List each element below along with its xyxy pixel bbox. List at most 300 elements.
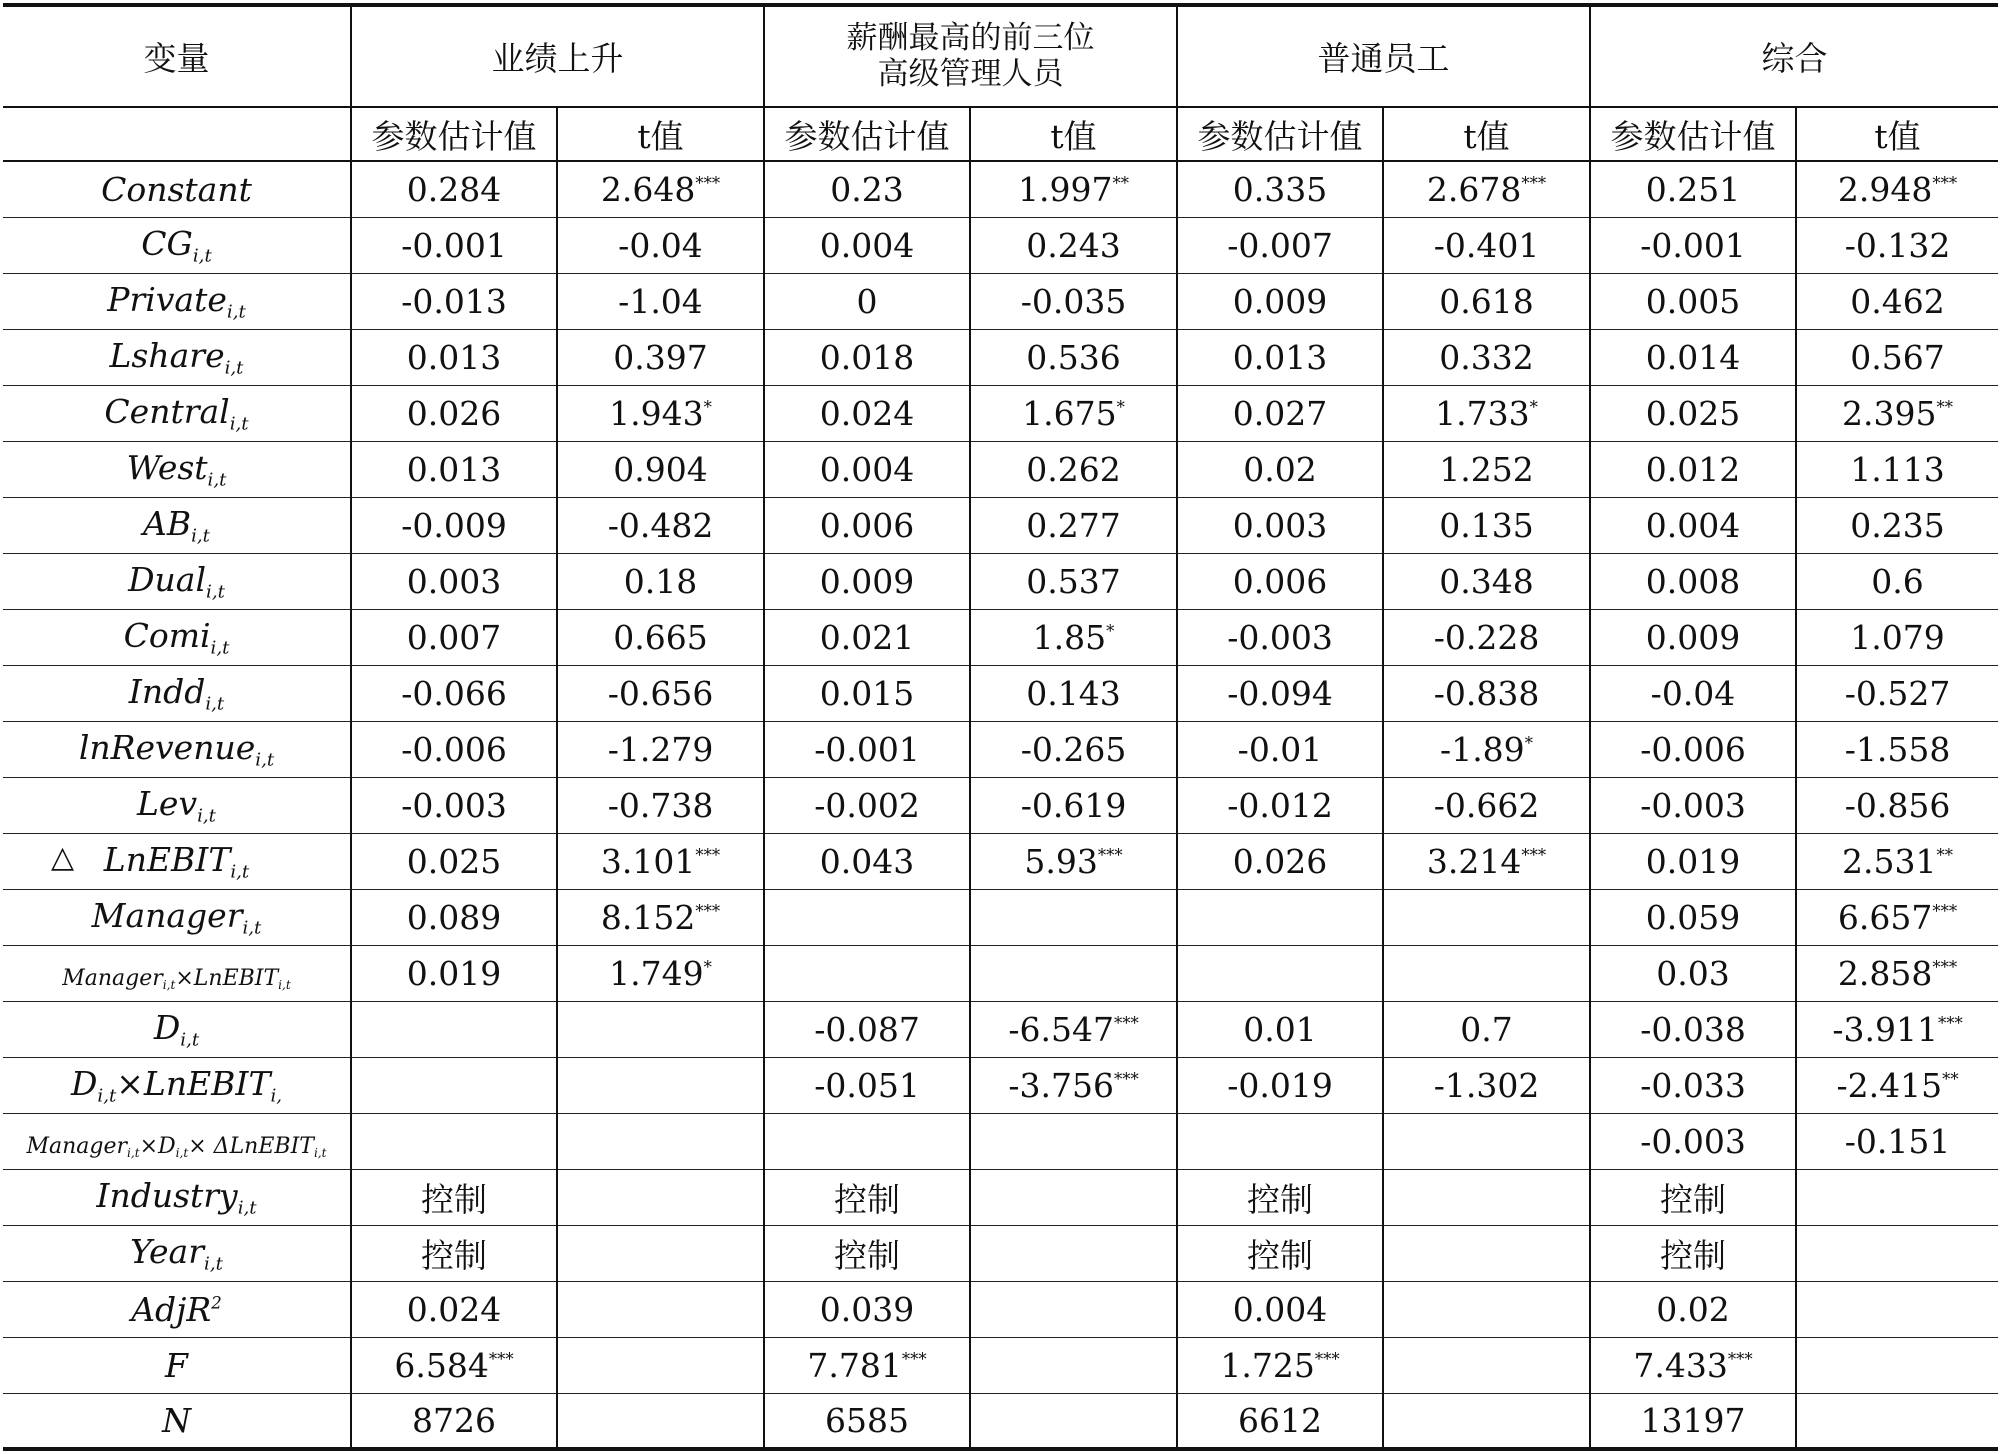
- variable-name-part: Lshare: [109, 335, 225, 375]
- param-estimate-cell: [351, 217, 557, 273]
- variable-name: [153, 1007, 200, 1051]
- significance-stars: *: [1116, 397, 1125, 417]
- t-value-cell: [970, 1113, 1177, 1169]
- cell-value: 1.252: [1439, 449, 1534, 489]
- cell-value: 0.013: [1232, 337, 1328, 377]
- t-value-cell: [970, 721, 1177, 777]
- t-value-cell: [1796, 665, 1998, 721]
- cell-value: 控制: [834, 1235, 900, 1275]
- cell-value: 0.004: [819, 225, 915, 265]
- cell-value: -6.547: [1008, 1009, 1114, 1049]
- significance-stars: ***: [1937, 1013, 1963, 1033]
- significance-stars: **: [1936, 845, 1953, 865]
- header-row-groups: [3, 5, 1998, 107]
- cell-value: 0.284: [406, 169, 502, 209]
- param-estimate-cell: [764, 553, 970, 609]
- table-row: [3, 1169, 1998, 1225]
- param-estimate-cell: [1177, 273, 1383, 329]
- cell-value: -0.619: [1020, 785, 1127, 825]
- table-row: [3, 161, 1998, 217]
- cell-value: 0.007: [406, 617, 502, 657]
- param-estimate-cell: [1177, 1225, 1383, 1281]
- cell-value: 1.675: [1022, 393, 1117, 433]
- significance-stars: ***: [695, 173, 721, 193]
- variable-name-part: Indd: [128, 671, 206, 711]
- variable-name-part: lnRevenue: [78, 727, 256, 767]
- t-value-cell: [557, 1001, 764, 1057]
- variable-subscript: i,t: [207, 469, 227, 491]
- param-estimate-cell: [1177, 889, 1383, 945]
- param-estimate-cell: [764, 1281, 970, 1337]
- t-value-cell: [1383, 1169, 1590, 1225]
- cell-value: -0.151: [1844, 1121, 1951, 1161]
- variable-subscript: i,t: [313, 1145, 327, 1160]
- variable-subscript: i,t: [180, 1029, 200, 1051]
- cell-value: -0.401: [1433, 225, 1540, 265]
- param-estimate-cell: [764, 1057, 970, 1113]
- param-estimate-cell: [1177, 777, 1383, 833]
- cell-value: 3.214: [1426, 841, 1522, 881]
- variable-superscript: 2: [211, 1293, 222, 1313]
- t-value-cell: [557, 217, 764, 273]
- variable-name-part: Private: [107, 279, 227, 319]
- param-estimate-cell: [351, 1169, 557, 1225]
- variable-name: [96, 1175, 257, 1219]
- t-value-cell: [557, 1393, 764, 1449]
- table-row: [3, 385, 1998, 441]
- table-row: [3, 1337, 1998, 1393]
- param-estimate-cell: [764, 441, 970, 497]
- t-value-cell: [1796, 553, 1998, 609]
- variable-name: [78, 727, 275, 771]
- regression-table: [3, 3, 1998, 1451]
- param-estimate-cell: [764, 833, 970, 889]
- significance-stars: *: [703, 957, 712, 977]
- cell-value: 8.152: [600, 897, 696, 937]
- cell-value: 0.006: [1232, 561, 1328, 601]
- header-group-performance-up: 业绩上升: [351, 5, 764, 107]
- param-estimate-cell: [1177, 1113, 1383, 1169]
- variable-subscript: i,t: [97, 1085, 117, 1107]
- param-estimate-cell: [764, 1113, 970, 1169]
- cell-value: 0.021: [819, 617, 915, 657]
- t-value-cell: [970, 777, 1177, 833]
- table-row: [3, 497, 1998, 553]
- param-estimate-cell: [1590, 665, 1796, 721]
- cell-value: -0.094: [1227, 673, 1333, 713]
- param-estimate-cell: [351, 441, 557, 497]
- variable-name-cell: [3, 217, 351, 273]
- t-value-cell: [1796, 777, 1998, 833]
- cell-value: -0.002: [814, 785, 920, 825]
- cell-value: 0.019: [1645, 841, 1741, 881]
- cell-value: -1.558: [1844, 729, 1951, 769]
- cell-value: 1.733: [1435, 393, 1530, 433]
- cell-value: 控制: [1247, 1235, 1313, 1275]
- variable-name: [109, 335, 244, 379]
- header-variable: 变量: [3, 5, 351, 107]
- table-row: [3, 217, 1998, 273]
- variable-name-part: Manager: [91, 895, 243, 935]
- cell-value: 7.781: [807, 1345, 902, 1385]
- variable-name-cell: [3, 609, 351, 665]
- variable-subscript: i,t: [204, 1253, 223, 1275]
- variable-name-cell: [3, 721, 351, 777]
- param-estimate-cell: [764, 217, 970, 273]
- t-value-cell: [1383, 1113, 1590, 1169]
- cell-value: -0.035: [1020, 281, 1127, 321]
- cell-value: 0.006: [819, 505, 915, 545]
- cell-value: 0.018: [819, 337, 915, 377]
- cell-value: 控制: [1247, 1179, 1313, 1219]
- table-row: [3, 1057, 1998, 1113]
- variable-name: [126, 447, 227, 491]
- t-value-cell: [970, 609, 1177, 665]
- header-group-top3-line2: 高级管理人员: [877, 55, 1064, 92]
- cell-value: 1.85: [1032, 617, 1107, 657]
- param-estimate-cell: [1177, 945, 1383, 1001]
- cell-value: 控制: [421, 1179, 487, 1219]
- header-sub-empty: [3, 107, 351, 161]
- t-value-cell: [1796, 1337, 1998, 1393]
- variable-name-part: CG: [141, 223, 193, 263]
- significance-stars: ***: [1932, 173, 1958, 193]
- t-value-cell: [557, 497, 764, 553]
- t-value-cell: [970, 945, 1177, 1001]
- table-row: [3, 441, 1998, 497]
- param-estimate-cell: [1590, 1225, 1796, 1281]
- t-value-cell: [557, 1113, 764, 1169]
- cell-value: -0.033: [1640, 1065, 1746, 1105]
- cell-value: -1.279: [607, 729, 714, 769]
- cell-value: 0.026: [1232, 841, 1328, 881]
- t-value-cell: [970, 497, 1177, 553]
- t-value-cell: [970, 161, 1177, 217]
- table-row: [3, 609, 1998, 665]
- variable-name: [26, 1134, 326, 1159]
- t-value-cell: [557, 553, 764, 609]
- significance-stars: **: [1936, 397, 1953, 417]
- cell-value: 0.014: [1645, 337, 1741, 377]
- t-value-cell: [1796, 721, 1998, 777]
- variable-name-part: Comi: [123, 615, 211, 655]
- table-row: [3, 1281, 1998, 1337]
- param-estimate-cell: [1177, 1337, 1383, 1393]
- variable-name: [162, 1401, 191, 1440]
- significance-stars: **: [1112, 173, 1129, 193]
- header-group-ordinary-staff: 普通员工: [1177, 5, 1590, 107]
- delta-symbol: △: [51, 839, 75, 875]
- variable-name-part: Manager: [26, 1133, 128, 1159]
- cell-value: 0.009: [1645, 617, 1741, 657]
- t-value-cell: [1383, 1057, 1590, 1113]
- variable-name: [130, 1231, 223, 1275]
- variable-name-part: Year: [130, 1231, 205, 1271]
- param-estimate-cell: [1177, 1001, 1383, 1057]
- cell-value: 0.23: [830, 169, 904, 209]
- variable-name-part: Constant: [101, 169, 252, 209]
- variable-name-cell: [3, 1337, 351, 1393]
- cell-value: 0.7: [1460, 1009, 1513, 1049]
- t-value-cell: [1383, 945, 1590, 1001]
- param-estimate-cell: [1590, 777, 1796, 833]
- cell-value: 7.433: [1633, 1345, 1728, 1385]
- cell-value: 2.678: [1426, 169, 1522, 209]
- t-value-cell: [1383, 889, 1590, 945]
- significance-stars: ***: [1521, 845, 1547, 865]
- variable-name: [70, 1063, 283, 1107]
- t-value-cell: [1383, 1337, 1590, 1393]
- param-estimate-cell: [351, 161, 557, 217]
- variable-subscript: i,t: [226, 301, 246, 323]
- variable-name-part: ×D: [139, 1133, 176, 1159]
- param-estimate-cell: [764, 1001, 970, 1057]
- cell-value: 0.665: [613, 617, 708, 657]
- cell-value: -0.527: [1844, 673, 1951, 713]
- t-value-cell: [1383, 441, 1590, 497]
- param-estimate-cell: [351, 833, 557, 889]
- cell-value: 0.143: [1026, 673, 1121, 713]
- cell-value: 0: [856, 281, 878, 321]
- header-sub-t: t值: [1796, 107, 1998, 161]
- param-estimate-cell: [1590, 385, 1796, 441]
- header-sub-param: 参数估计值: [1177, 107, 1383, 161]
- t-value-cell: [1383, 1225, 1590, 1281]
- cell-value: -0.006: [401, 729, 507, 769]
- header-sub-param: 参数估计值: [1590, 107, 1796, 161]
- variable-name-part: Central: [104, 391, 230, 431]
- cell-value: 控制: [834, 1179, 900, 1219]
- t-value-cell: [557, 721, 764, 777]
- t-value-cell: [970, 1393, 1177, 1449]
- t-value-cell: [1796, 1169, 1998, 1225]
- variable-subscript: i,: [270, 1085, 283, 1107]
- variable-name-part: West: [126, 447, 208, 487]
- param-estimate-cell: [1177, 161, 1383, 217]
- cell-value: 2.648: [600, 169, 696, 209]
- variable-name-cell: [3, 1393, 351, 1449]
- cell-value: 0.462: [1850, 281, 1945, 321]
- cell-value: -0.003: [401, 785, 507, 825]
- variable-name: [165, 1346, 188, 1385]
- variable-subscript: i,t: [224, 357, 244, 379]
- param-estimate-cell: [1590, 553, 1796, 609]
- variable-name: [131, 1290, 222, 1329]
- cell-value: -0.838: [1433, 673, 1540, 713]
- param-estimate-cell: [764, 665, 970, 721]
- variable-name-part: AdjR: [131, 1289, 212, 1329]
- variable-subscript: i,t: [230, 861, 250, 883]
- cell-value: 0.026: [406, 393, 502, 433]
- significance-stars: *: [1524, 733, 1533, 753]
- param-estimate-cell: [1590, 609, 1796, 665]
- variable-name-cell: [3, 161, 351, 217]
- variable-name-cell: [3, 1001, 351, 1057]
- t-value-cell: [557, 833, 764, 889]
- t-value-cell: [970, 833, 1177, 889]
- significance-stars: ***: [901, 1349, 927, 1369]
- cell-value: 0.536: [1026, 337, 1121, 377]
- param-estimate-cell: [764, 329, 970, 385]
- variable-subscript: i,t: [255, 749, 275, 771]
- significance-stars: ***: [1113, 1069, 1139, 1089]
- cell-value: 1.079: [1850, 617, 1945, 657]
- param-estimate-cell: [764, 497, 970, 553]
- t-value-cell: [1796, 1001, 1998, 1057]
- cell-value: 0.18: [623, 561, 698, 601]
- param-estimate-cell: [351, 945, 557, 1001]
- cell-value: -0.087: [814, 1009, 920, 1049]
- param-estimate-cell: [1590, 1001, 1796, 1057]
- cell-value: 0.02: [1243, 449, 1317, 489]
- cell-value: 0.03: [1656, 953, 1730, 993]
- cell-value: 0.537: [1026, 561, 1121, 601]
- cell-value: 6.584: [394, 1345, 489, 1385]
- t-value-cell: [970, 665, 1177, 721]
- cell-value: 3.101: [600, 841, 696, 881]
- variable-name-cell: [3, 497, 351, 553]
- cell-value: 0.262: [1026, 449, 1121, 489]
- t-value-cell: [557, 1169, 764, 1225]
- t-value-cell: [970, 1169, 1177, 1225]
- param-estimate-cell: [1177, 721, 1383, 777]
- cell-value: -0.001: [1640, 225, 1746, 265]
- t-value-cell: [1383, 217, 1590, 273]
- table-row: [3, 1225, 1998, 1281]
- header-sub-t: t值: [557, 107, 764, 161]
- param-estimate-cell: [351, 1001, 557, 1057]
- param-estimate-cell: [764, 273, 970, 329]
- cell-value: -0.656: [607, 673, 714, 713]
- param-estimate-cell: [1590, 497, 1796, 553]
- t-value-cell: [1796, 385, 1998, 441]
- variable-name-part: Manager: [62, 965, 163, 991]
- t-value-cell: [557, 665, 764, 721]
- variable-name-part: ×LnEBIT: [175, 965, 279, 991]
- variable-name-cell: [3, 665, 351, 721]
- cell-value: 0.009: [819, 561, 915, 601]
- variable-subscript: i,t: [192, 245, 212, 267]
- cell-value: 0.277: [1026, 505, 1121, 545]
- cell-value: -0.066: [401, 673, 507, 713]
- t-value-cell: [557, 1337, 764, 1393]
- t-value-cell: [1796, 1113, 1998, 1169]
- cell-value: -0.482: [607, 505, 714, 545]
- cell-value: 0.135: [1439, 505, 1534, 545]
- t-value-cell: [557, 1225, 764, 1281]
- cell-value: -0.856: [1844, 785, 1951, 825]
- t-value-cell: [1383, 273, 1590, 329]
- t-value-cell: [1383, 553, 1590, 609]
- significance-stars: ***: [1932, 957, 1958, 977]
- significance-stars: ***: [695, 901, 721, 921]
- t-value-cell: [1383, 1393, 1590, 1449]
- table-row: [3, 273, 1998, 329]
- param-estimate-cell: [351, 721, 557, 777]
- variable-name-cell: [3, 273, 351, 329]
- header-sub-t: t值: [970, 107, 1177, 161]
- cell-value: -0.003: [1227, 617, 1333, 657]
- t-value-cell: [557, 161, 764, 217]
- variable-name-cell: [3, 329, 351, 385]
- t-value-cell: [970, 385, 1177, 441]
- variable-subscript: i,t: [162, 977, 176, 992]
- significance-stars: ***: [1097, 845, 1123, 865]
- variable-name-cell: [3, 1113, 351, 1169]
- header-sub-param: 参数估计值: [351, 107, 557, 161]
- t-value-cell: [1383, 1281, 1590, 1337]
- t-value-cell: [1796, 329, 1998, 385]
- t-value-cell: [970, 441, 1177, 497]
- param-estimate-cell: [351, 665, 557, 721]
- t-value-cell: [557, 609, 764, 665]
- param-estimate-cell: [1590, 1393, 1796, 1449]
- param-estimate-cell: [1590, 329, 1796, 385]
- variable-name-part: D: [153, 1007, 181, 1047]
- cell-value: 0.013: [406, 449, 502, 489]
- cell-value: -2.415: [1836, 1065, 1943, 1105]
- variable-subscript: i,t: [237, 1197, 257, 1219]
- param-estimate-cell: [1177, 385, 1383, 441]
- param-estimate-cell: [1590, 161, 1796, 217]
- variable-name-part: F: [165, 1345, 188, 1385]
- t-value-cell: [970, 273, 1177, 329]
- significance-stars: ***: [1727, 1349, 1753, 1369]
- param-estimate-cell: [764, 1169, 970, 1225]
- t-value-cell: [557, 1281, 764, 1337]
- header-row-subcolumns: [3, 107, 1998, 161]
- cell-value: 0.008: [1645, 561, 1741, 601]
- t-value-cell: [557, 441, 764, 497]
- param-estimate-cell: [351, 777, 557, 833]
- table-row: [3, 833, 1998, 889]
- cell-value: 1.749: [609, 953, 704, 993]
- cell-value: 0.004: [1645, 505, 1741, 545]
- t-value-cell: [970, 889, 1177, 945]
- header-sub-t: t值: [1383, 107, 1590, 161]
- param-estimate-cell: [351, 889, 557, 945]
- variable-name-part: Dual: [128, 559, 207, 599]
- table-row: [3, 329, 1998, 385]
- cell-value: -0.051: [814, 1065, 920, 1105]
- param-estimate-cell: [1177, 441, 1383, 497]
- t-value-cell: [1383, 777, 1590, 833]
- param-estimate-cell: [764, 777, 970, 833]
- cell-value: -0.006: [1640, 729, 1746, 769]
- cell-value: -0.132: [1844, 225, 1951, 265]
- variable-subscript: i,t: [205, 693, 225, 715]
- t-value-cell: [1383, 665, 1590, 721]
- param-estimate-cell: [351, 1113, 557, 1169]
- cell-value: 0.235: [1850, 505, 1945, 545]
- param-estimate-cell: [1177, 1281, 1383, 1337]
- param-estimate-cell: [351, 1281, 557, 1337]
- param-estimate-cell: [764, 721, 970, 777]
- t-value-cell: [1796, 1281, 1998, 1337]
- variable-name-part: LnEBIT: [103, 839, 231, 879]
- cell-value: -3.756: [1008, 1065, 1114, 1105]
- cell-value: -0.228: [1433, 617, 1540, 657]
- t-value-cell: [970, 329, 1177, 385]
- param-estimate-cell: [351, 329, 557, 385]
- significance-stars: ***: [1113, 1013, 1139, 1033]
- param-estimate-cell: [351, 1337, 557, 1393]
- significance-stars: ***: [1314, 1349, 1340, 1369]
- variable-name-cell: [3, 833, 351, 889]
- variable-subscript: i,t: [206, 581, 225, 603]
- variable-name-cell: [3, 441, 351, 497]
- cell-value: 0.005: [1645, 281, 1741, 321]
